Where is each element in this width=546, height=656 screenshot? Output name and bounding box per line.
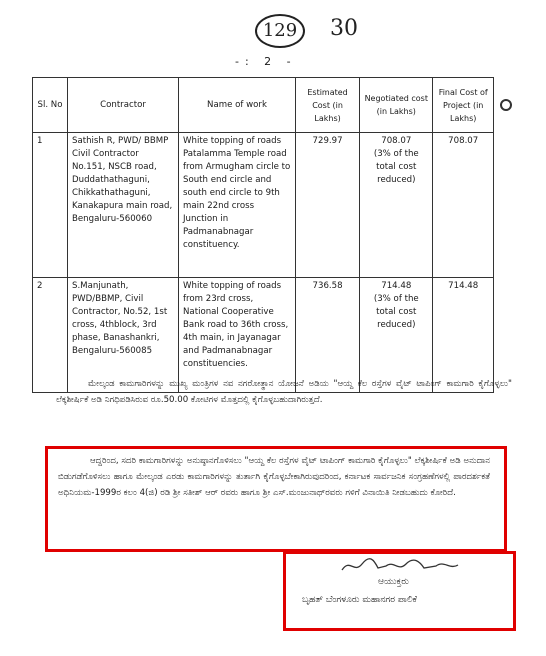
paragraph-exemption-request: ಆದ್ದರಿಂದ, ಸದರಿ ಕಾಮಗಾರಿಗಳನ್ನು ಅನುಷ್ಠಾನಗೊಳಿಸಲು "ಆಯ್ದ ಕೆಲ ರಸ್ತೆಗಳ ವೈಟ್ ಟಾಪಿಂಗ್ ಕಾಮಗಾರಿ ಕೈಗೊಳ್ಳಲು" ಲೆಕ್ಕಶೀರ್ಷಿಕೆ ಅಡಿ ಅನುದಾನ ಬಿಡುಗಡೆಗೊಳಿಸಲು ಹಾಗೂ ಮೇಲ್ಕಂಡ ಎರಡು ಕಾಮಗಾರಿಗಳನ್ನು ತುರ್ತಾಗಿ ಕೈಗೊಳ್ಳಬೇಕಾಗಿರುವುದರಿಂದ, ಕರ್ನಾಟಕ ಸಾರ್ವಜನಿಕ ಸಂಗ್ರಹಣೆಗಳಲ್ಲಿ ಪಾರದರ್ಶಕತೆ ಅಧಿನಿಯಮ-1999ರ ಕಲಂ 4(ಜಿ) ರಡಿ ಶ್ರೀ ಸತೀಶ್ ಆರ್ ರವರು ಹಾಗೂ ಶ್ರೀ ಎಸ್.ಮಂಜುನಾಥ್‌ರವರು ಗಳಿಗೆ ವಿನಾಯಿತಿ ನೀಡಬಹುದು ಕೋರಿದೆ. xyxy=(58,456,490,498)
signatory-title: ಆಯುಕ್ತರು xyxy=(378,577,409,587)
cell-sl: 2 xyxy=(33,278,68,393)
cell-negotiated xyxy=(360,133,433,278)
hole-punch-mark xyxy=(500,99,512,111)
signature-scribble xyxy=(340,556,460,576)
negotiated-note: (3% of the total cost reduced) xyxy=(373,149,419,185)
cell-final: 714.48 xyxy=(433,278,494,393)
cell-contractor: Sathish R, PWD/ BBMP Civil Contractor No.151, NSCB road, Duddathathaguni, Chikkathathaguni, Kanakapura main road, Bengaluru-560060 xyxy=(68,133,179,278)
col-estimated-cost: Estimated Cost (in Lakhs) xyxy=(296,78,360,133)
col-name-of-work: Name of work xyxy=(179,78,296,133)
cell-work: White topping of roads from 23rd cross, National Cooperative Bank road to 36th cross, 4th main, in Jayanagar and Padmanabnagar constituencies. xyxy=(179,278,296,393)
table-header-row xyxy=(33,78,494,133)
col-sl-no: Sl. No xyxy=(33,78,68,133)
circled-page-number: 129 xyxy=(255,14,305,48)
negotiated-note: (3% of the total cost reduced) xyxy=(373,294,419,330)
negotiated-value: 714.48 xyxy=(381,281,412,291)
cell-sl: 1 xyxy=(33,133,68,278)
contracts-table xyxy=(32,77,494,393)
col-contractor: Contractor xyxy=(68,78,179,133)
signatory-organisation: ಬೃಹತ್ ಬೆಂಗಳೂರು ಮಹಾನಗರ ಪಾಲಿಕೆ xyxy=(302,595,417,605)
paragraph-funding: ಮೇಲ್ಕಂಡ ಕಾಮಗಾರಿಗಳನ್ನು ಮುಖ್ಯ ಮಂತ್ರಿಗಳ ನವ ನಗರೋತ್ಥಾನ ಯೋಜನೆ ಅಡಿಯ "ಆಯ್ದ ಕೆಲ ರಸ್ತೆಗಳ ವೈಟ್ ಟಾಪಿಂಗ್ ಕಾಮಗಾರಿ ಕೈಗೊಳ್ಳಲು" ಲೆಕ್ಕಶೀರ್ಷಿಕೆ ಅಡಿ ನಿಗಧಿಪಡಿಸಿರುವ ರೂ.50.00 ಕೋಟಿಗಳ ಮೊತ್ತದಲ್ಲಿ ಕೈಗೊಳ್ಳಬಹುದಾಗಿರುತ್ತದೆ. xyxy=(56,379,512,405)
negotiated-value: 708.07 xyxy=(381,136,412,146)
table-row xyxy=(33,133,494,278)
col-final-cost: Final Cost of Project (in Lakhs) xyxy=(433,78,494,133)
col-negotiated-cost: Negotiated cost (in Lakhs) xyxy=(360,78,433,133)
cell-work: White topping of roads Patalamma Temple road from Armugham circle to South end circle and south end circle to 9th main 22nd cross Junction in Padmanabnagar constituency. xyxy=(179,133,296,278)
cell-final: 708.07 xyxy=(433,133,494,278)
cell-estimated: 736.58 xyxy=(296,278,360,393)
cell-contractor: S.Manjunath, PWD/BBMP, Civil Contractor, No.52, 1st cross, 4thblock, 3rd phase, Banashankri, Bengaluru-560085 xyxy=(68,278,179,393)
handwritten-number: 30 xyxy=(330,16,358,41)
cell-estimated: 729.97 xyxy=(296,133,360,278)
page-marker: -: 2 - xyxy=(235,55,297,68)
